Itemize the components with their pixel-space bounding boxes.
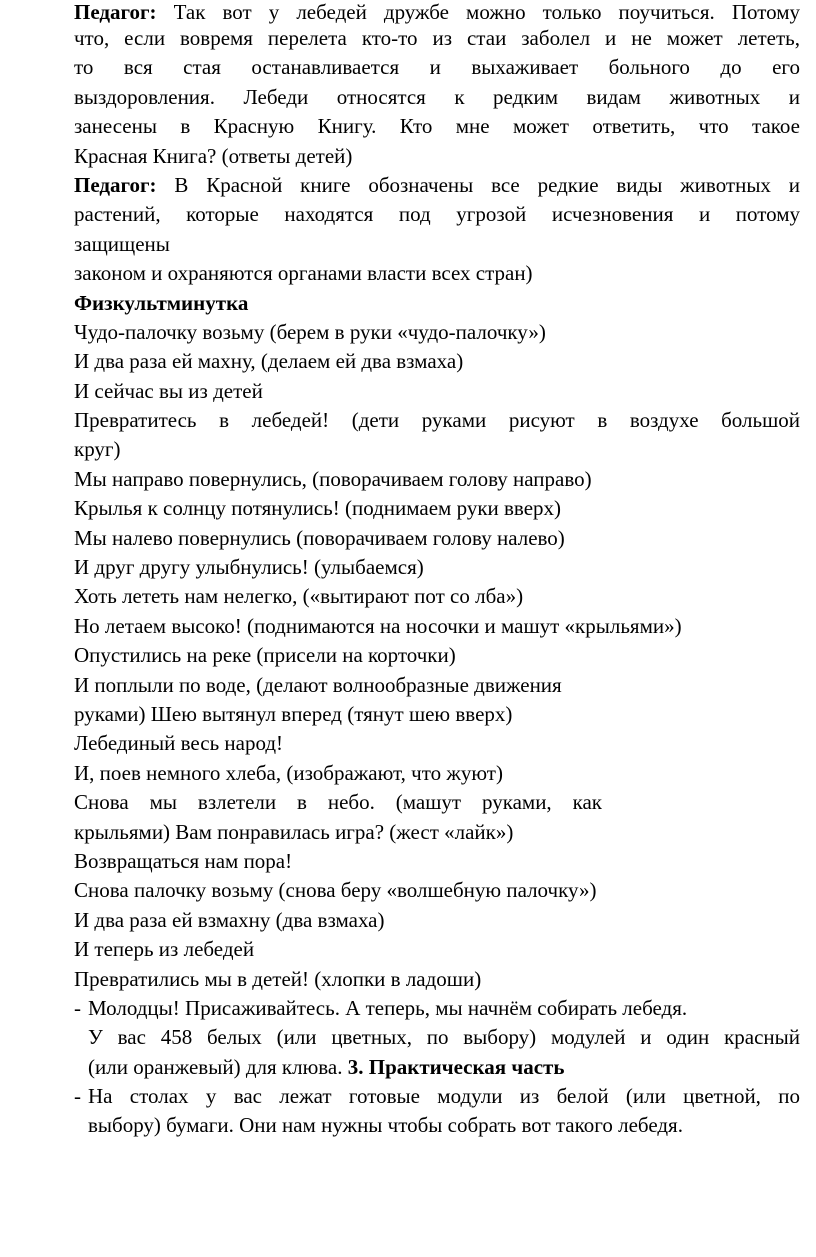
- poem-line: Мы налево повернулись (поворачиваем голову налево): [74, 525, 565, 550]
- poem-line: Превратитесь в лебедей! (дети руками рисуют в воздухе большой: [74, 408, 800, 433]
- text-line: Педагог: Так вот у лебедей дружбе можно только поучиться. Потому: [74, 0, 800, 24]
- text-line: У вас 458 белых (или цветных, по выбору) модулей и один красный: [88, 1025, 800, 1050]
- section-heading-inline: 3. Практическая часть: [347, 1054, 565, 1079]
- speaker-label: Педагог:: [74, 172, 157, 197]
- text-line: - На столах у вас лежат готовые модули из белой (или цветной, по: [74, 1082, 800, 1111]
- list-item: [74, 1082, 800, 1141]
- poem-line: И теперь из лебедей: [74, 937, 255, 962]
- poem-line: крыльями) Вам понравилась игра? (жест «лайк»): [74, 819, 514, 844]
- bullet-dash: -: [74, 995, 81, 1020]
- text-line: то вся стая останавливается и выхаживает больного до его: [74, 55, 800, 80]
- poem-line: Хоть лететь нам нелегко, («вытирают пот со лба»): [74, 584, 524, 609]
- poem-line: Превратились мы в детей! (хлопки в ладоши): [74, 966, 482, 991]
- text-line: выздоровления. Лебеди относятся к редким видам животных и: [74, 84, 800, 109]
- poem-line: И друг другу улыбнулись! (улыбаемся): [74, 555, 424, 580]
- poem-line: Но летаем высоко! (поднимаются на носочки и машут «крыльями»): [74, 613, 682, 638]
- poem-line: И два раза ей взмахну (два взмаха): [74, 907, 385, 932]
- poem-line: И поплыли по воде, (делают волнообразные движения: [74, 672, 562, 697]
- poem-line: Чудо-палочку возьму (берем в руки «чудо-палочку»): [74, 319, 546, 344]
- poem-line: Снова палочку возьму (снова беру «волшебную палочку»): [74, 878, 597, 903]
- text-line: что, если вовремя перелета кто-то из стаи заболел и не может лететь,: [74, 26, 800, 50]
- poem-line: И сейчас вы из детей: [74, 378, 263, 403]
- text-line: выбору) бумаги. Они нам нужны чтобы собрать вот такого лебедя.: [88, 1113, 683, 1138]
- speaker-label: Педагог:: [74, 0, 157, 24]
- document-page: [74, 0, 800, 1141]
- exercise-poem: [74, 318, 800, 994]
- text-line: законом и охраняются органами власти всех стран): [74, 261, 533, 286]
- poem-line: Крылья к солнцу потянулись! (поднимаем руки вверх): [74, 496, 562, 521]
- paragraph-teacher-2: [74, 171, 800, 289]
- poem-line: круг): [74, 437, 121, 462]
- text-line: Красная Книга? (ответы детей): [74, 143, 353, 168]
- paragraph-teacher-1: [74, 0, 800, 171]
- section-heading: Физкультминутка: [74, 290, 249, 315]
- text-line: защищены: [74, 231, 170, 256]
- bullet-dash: -: [74, 1084, 81, 1109]
- poem-line: И два раза ей махну, (делаем ей два взмаха): [74, 349, 464, 374]
- text-line: (или оранжевый) для клюва. 3. Практическая часть: [88, 1054, 565, 1079]
- list-item: [74, 994, 800, 1082]
- poem-line: Опустились на реке (присели на корточки): [74, 643, 456, 668]
- text-line: занесены в Красную Книгу. Кто мне может ответить, что такое: [74, 114, 800, 139]
- text-line: - Молодцы! Присаживайтесь. А теперь, мы начнём собирать лебедя.: [74, 994, 800, 1023]
- poem-line: Мы направо повернулись, (поворачиваем голову направо): [74, 466, 592, 491]
- poem-line: Возвращаться нам пора!: [74, 848, 293, 873]
- text-line: Педагог: В Красной книге обозначены все редкие виды животных и: [74, 172, 800, 197]
- poem-line: руками) Шею вытянул вперед (тянут шею вверх): [74, 701, 513, 726]
- poem-line: Лебединый весь народ!: [74, 731, 284, 756]
- text-line: растений, которые находятся под угрозой исчезновения и потому: [74, 202, 800, 227]
- poem-line: Снова мы взлетели в небо. (машут руками, как: [74, 790, 602, 815]
- poem-line: И, поев немного хлеба, (изображают, что жуют): [74, 760, 503, 785]
